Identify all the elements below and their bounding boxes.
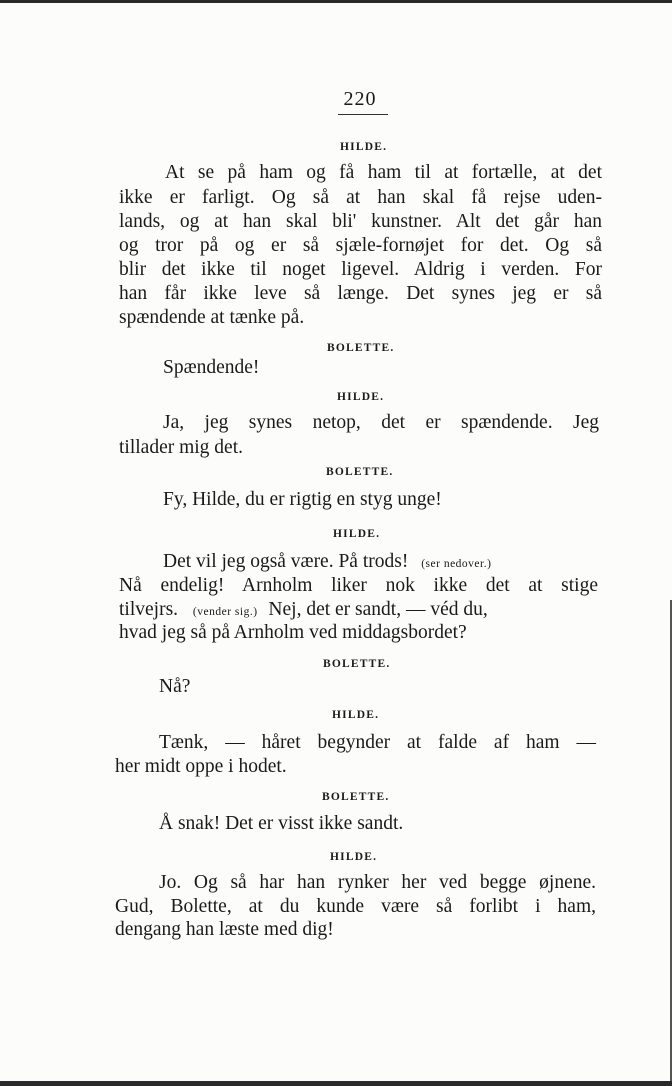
speaker-label: HILDE. xyxy=(333,528,381,540)
dialogue-line: han får ikke leve så længe. Det synes jeg er så xyxy=(119,283,602,304)
dialogue-line: dengang han læste med dig! xyxy=(115,919,334,940)
dialogue-line: lands, og at han skal bli' kunstner. Alt det går han xyxy=(119,211,602,232)
dialogue-text: Nej, det er sandt, — véd du, xyxy=(268,599,488,620)
dialogue-line: Spændende! xyxy=(163,357,260,378)
speaker-label: HILDE. xyxy=(337,391,385,403)
dialogue-line: blir det ikke til noget ligevel. Aldrig i verden. For xyxy=(119,259,602,280)
dialogue-line: ikke er farligt. Og så at han skal få rejse uden- xyxy=(119,187,602,208)
stage-direction: (ser nedover.) xyxy=(421,558,492,570)
dialogue-line: hvad jeg så på Arnholm ved middagsbordet? xyxy=(119,622,467,643)
dialogue-line: Nå? xyxy=(159,676,191,697)
page-number: 220 xyxy=(343,88,377,110)
speaker-label: HILDE. xyxy=(340,141,388,153)
dialogue-line: Nå endelig! Arnholm liker nok ikke det at stige xyxy=(119,575,598,596)
speaker-label: BOLETTE. xyxy=(326,466,394,478)
speaker-label: BOLETTE. xyxy=(327,342,395,354)
page-number-rule xyxy=(338,114,388,115)
dialogue-line: Å snak! Det er visst ikke sandt. xyxy=(159,813,404,834)
dialogue-line: Jo. Og så har han rynker her ved begge øjnene. xyxy=(159,872,596,893)
dialogue-line xyxy=(119,600,488,620)
dialogue-line: Ja, jeg synes netop, det er spændende. Jeg xyxy=(163,412,599,433)
dialogue-line: At se på ham og få ham til at fortælle, at det xyxy=(165,162,602,183)
dialogue-line: Fy, Hilde, du er rigtig en styg unge! xyxy=(163,489,442,510)
dialogue-line: Gud, Bolette, at du kunde være så forlibt i ham, xyxy=(115,896,596,917)
dialogue-line: tillader mig det. xyxy=(119,437,244,458)
speaker-label: HILDE. xyxy=(332,709,380,721)
speaker-label: BOLETTE. xyxy=(323,658,391,670)
speaker-label: HILDE. xyxy=(330,851,378,863)
dialogue-line xyxy=(163,552,491,572)
scan-edge-top xyxy=(0,0,672,3)
dialogue-line: og tror på og er så sjæle-fornøjet for det. Og så xyxy=(119,235,602,256)
dialogue-line: her midt oppe i hodet. xyxy=(115,756,287,777)
speaker-label: BOLETTE. xyxy=(322,791,390,803)
dialogue-line: spændende at tænke på. xyxy=(119,307,305,328)
dialogue-line: Tænk, — håret begynder at falde af ham — xyxy=(159,732,596,753)
scan-edge-bottom xyxy=(0,1081,672,1086)
dialogue-text: tilvejrs. xyxy=(119,599,179,620)
stage-direction: (vender sig.) xyxy=(192,606,258,618)
dialogue-text: Det vil jeg også være. På trods! xyxy=(163,551,409,572)
